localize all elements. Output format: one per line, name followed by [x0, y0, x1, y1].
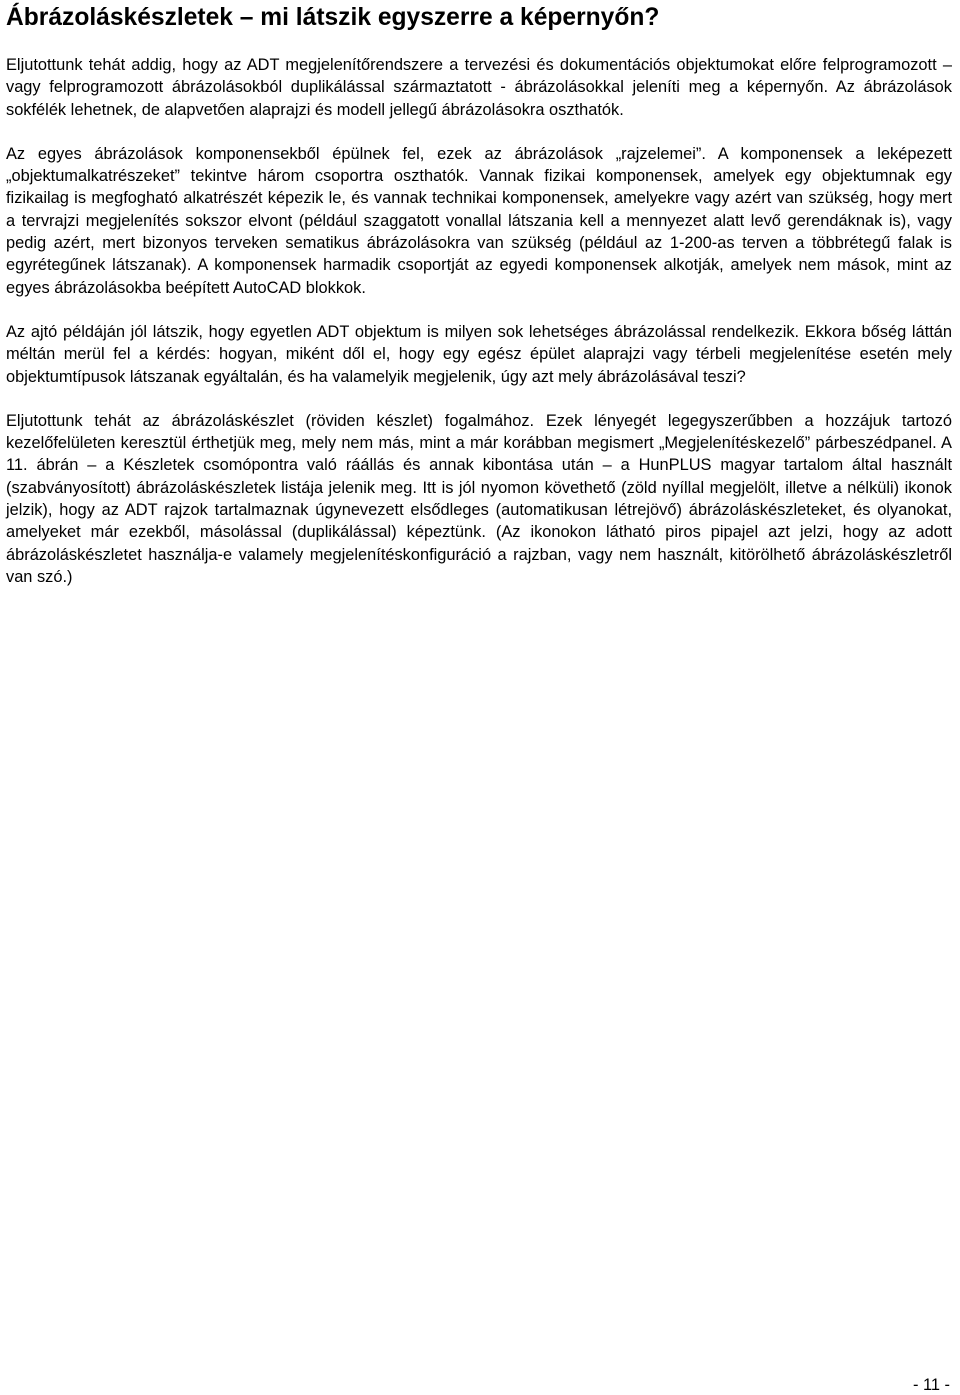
paragraph-components: Az egyes ábrázolások komponensekből épülnek fel, ezek az ábrázolások „rajzelemei”. A komponensek a leképezett „objektumalkatrészeket” tekintve három csoportra oszthatók. Vannak fizikai komponensek, amelyek egy objektumnak egy fizikailag is megfogható alkatrészét képezik le, és vannak technikai komponensek, amelyekre vagy azért van szükség, hogy mert a tervrajzi megjelenítés sokszor elvont (például szaggatott vonallal látszania kell a mennyezet alatt levő gerendáknak is), vagy pedig azért, mert bizonyos terveken sematikus ábrázolásokra van szükség (például az 1-200-as terven a többrétegű falak is egyrétegűnek látszanak). A komponensek harmadik csoportját az egyedi komponensek alkotják, amelyek nem mások, mint az egyes ábrázolásokba beépített AutoCAD blokkok. — [6, 144, 952, 297]
section-heading: Ábrázoláskészletek – mi látszik egyszerre a képernyőn? — [6, 4, 660, 31]
paragraph-display-sets: Eljutottunk tehát az ábrázoláskészlet (röviden készlet) fogalmához. Ezek lényegét legegyszerűbben a hozzájuk tartozó kezelőfelületen keresztül érthetjük meg, mely nem más, mint a már korábban megismert „Megjelenítéskezelő” párbeszédpanel. A 11. ábrán – a Készletek csomópontra való ráállás és annak kibontása után – a HunPLUS magyar tartalom által használt (szabványosított) ábrázoláskészletek listája jelenik meg. Itt is jól nyomon követhető (zöld nyíllal megjelölt, illetve a nélküli) ikonok jelzik), hogy az ADT rajzok tartalmaznak úgynevezett elsődleges (automatikusan létrejövő) ábrázoláskészleteket, és olyanokat, amelyeket már ezekből, másolással (duplikálással) képeztünk. (Az ikonokon látható piros pipajel azt jelzi, hogy az adott ábrázoláskészletet használja-e valamely megjelenítéskonfiguráció a rajzban, vagy nem használt, kitörölhető ábrázoláskészletről van szó.) — [6, 411, 952, 586]
paragraph-door-example: Az ajtó példáján jól látszik, hogy egyetlen ADT objektum is milyen sok lehetséges ábrázolással rendelkezik. Ekkora bőség láttán méltán merül fel a kérdés: hogyan, miként dől el, hogy egy egész épület alaprajzi vagy térbeli megjelenítése esetén mely objektumtípusok látszanak egyáltalán, és ha valamelyik megjelenik, úgy azt mely ábrázolásával teszi? — [6, 322, 952, 386]
document-page — [6, 0, 952, 588]
paragraph-intro: Eljutottunk tehát addig, hogy az ADT megjelenítőrendszere a tervezési és dokumentációs objektumokat előre felprogramozott – vagy felprogramozott ábrázolásokból duplikálással származtatott - ábrázolásokkal jeleníti meg a képernyőn. Az ábrázolások sokfélék lehetnek, de alapvetően alaprajzi és modell jellegű ábrázolásokra oszthatók. — [6, 56, 952, 119]
page-number: - 11 - — [912, 1376, 950, 1394]
